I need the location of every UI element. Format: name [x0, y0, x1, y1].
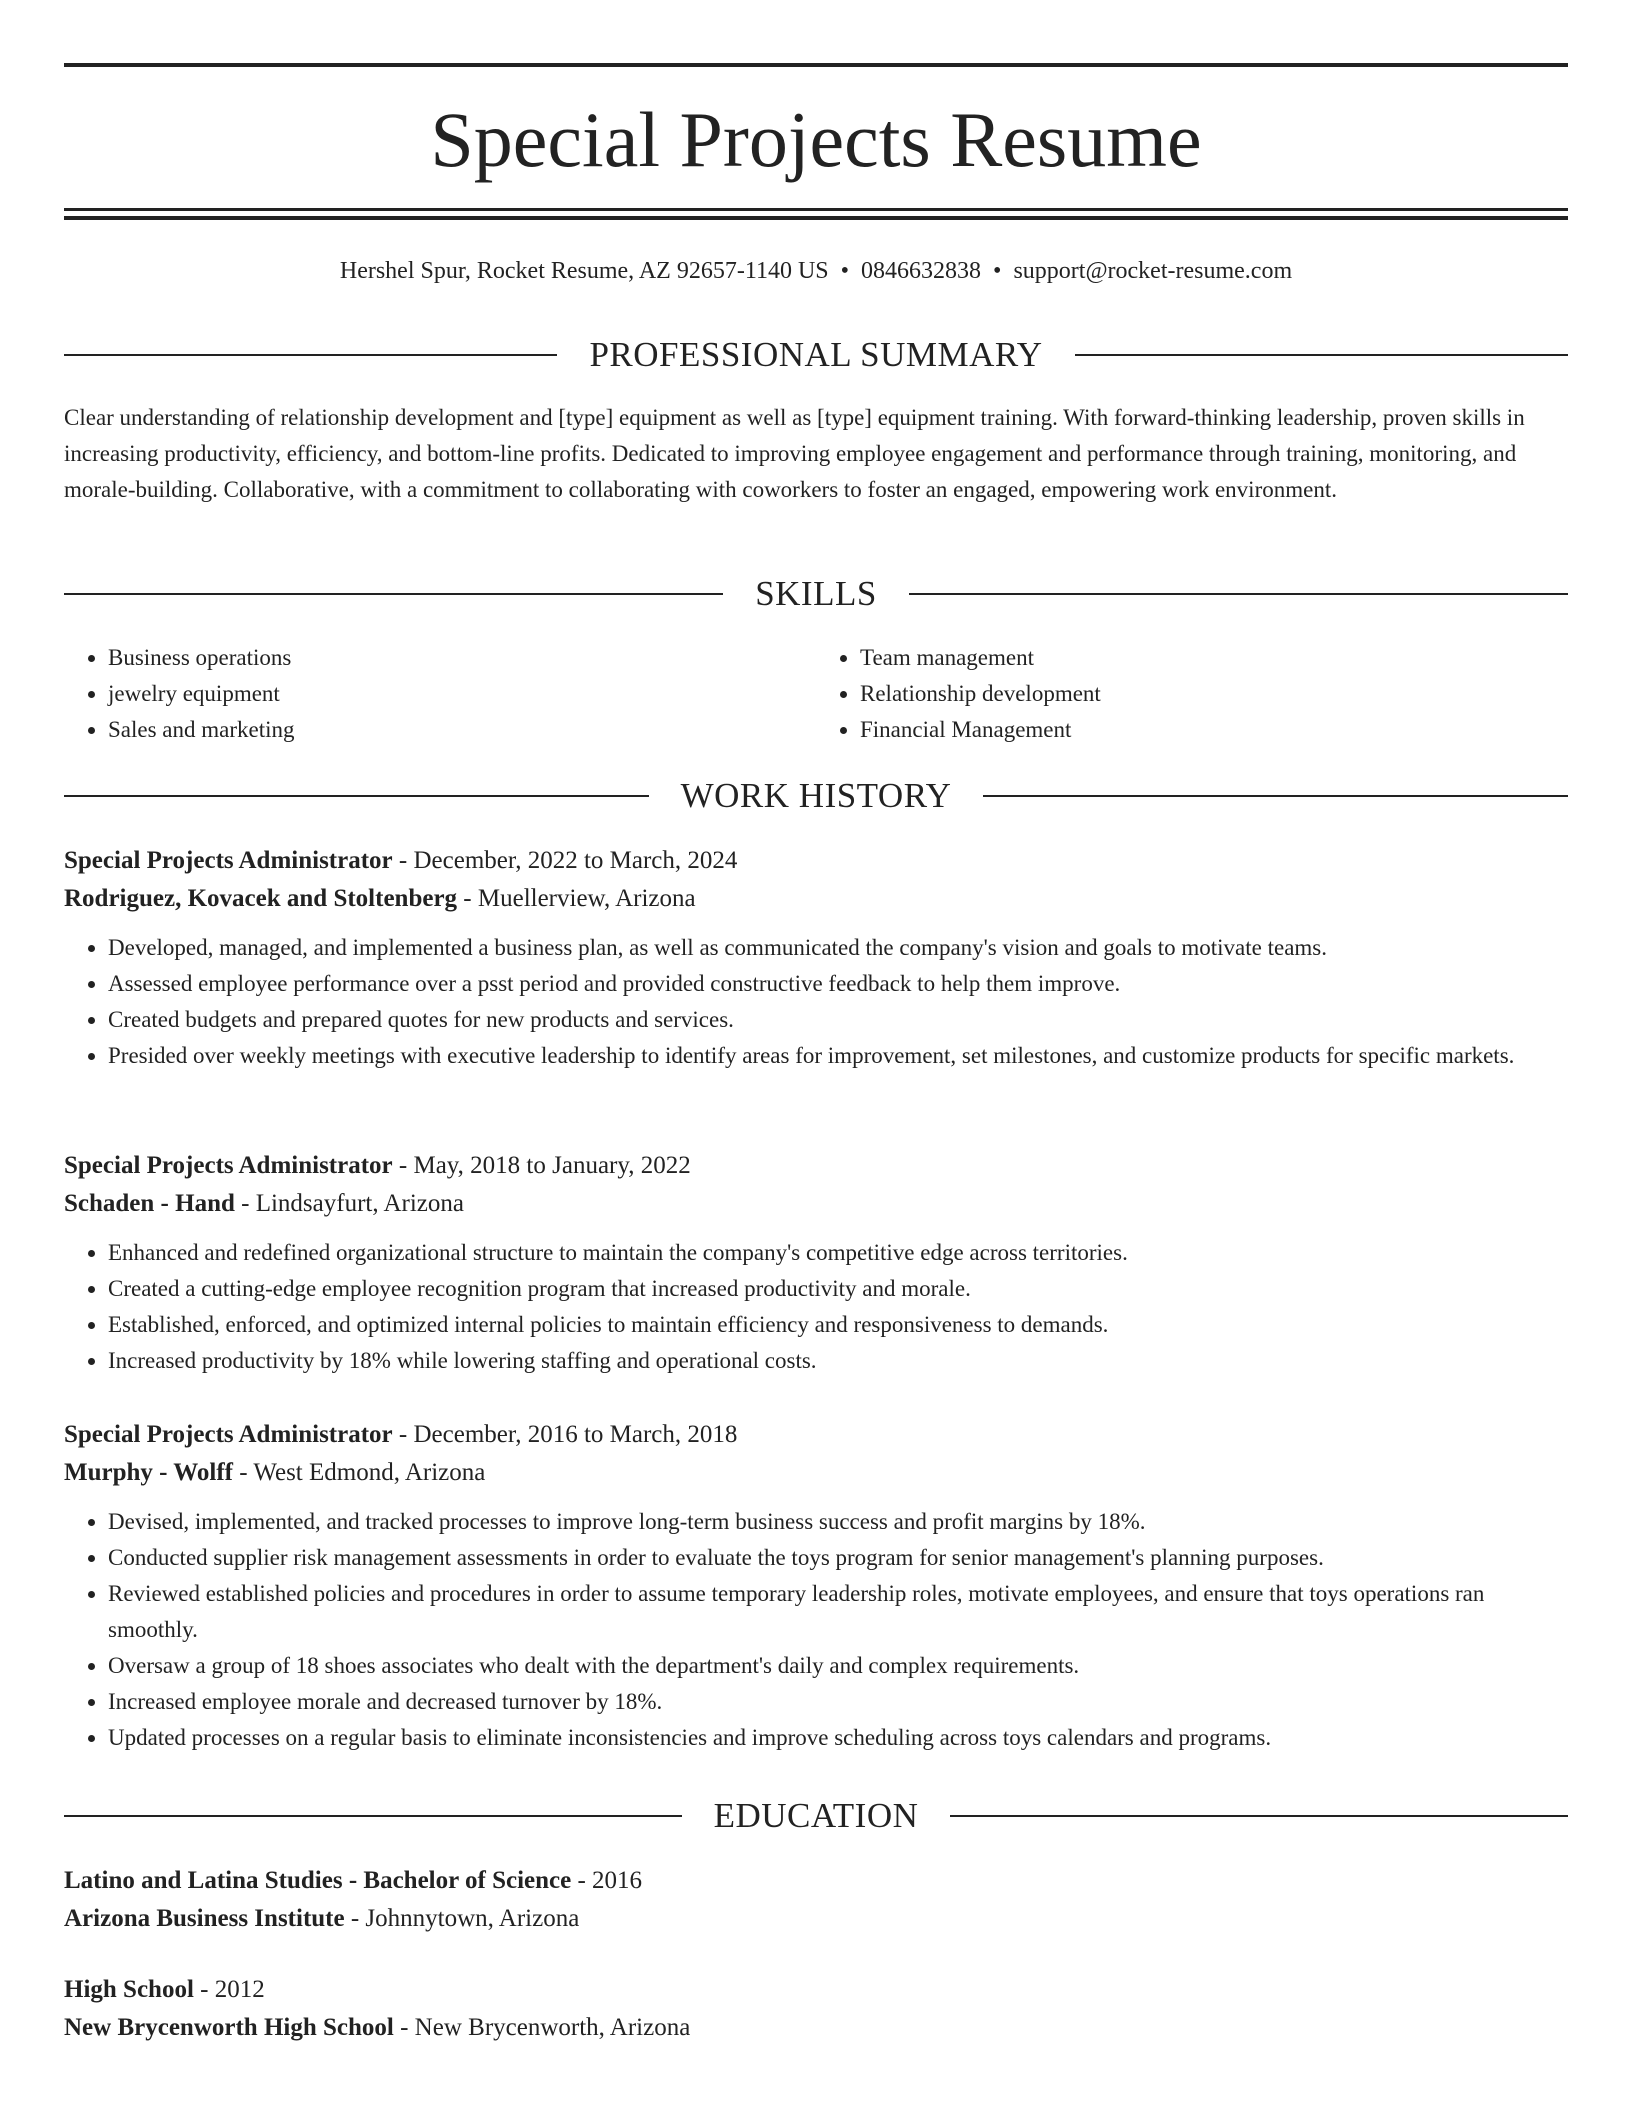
skill-item: • Business operations: [108, 640, 816, 676]
education-school-line: [64, 1900, 1568, 1938]
job-bullet: • Updated processes on a regular basis to eliminate inconsistencies and improve scheduling across toys calendars and programs.: [108, 1720, 1568, 1756]
job-bullet: • Increased productivity by 18% while lowering staffing and operational costs.: [108, 1343, 1568, 1379]
contact-email[interactable]: support@rocket-resume.com: [1013, 258, 1293, 284]
job-company-line: [64, 1454, 1568, 1492]
skill-item: • jewelry equipment: [108, 676, 816, 712]
job-title-line: [64, 1147, 1568, 1185]
education-heading-label: EDUCATION: [713, 1796, 919, 1835]
job-bullet: • Conducted supplier risk management assessments in order to evaluate the toys program for senior management's planning purposes.: [108, 1540, 1568, 1576]
summary-heading: [64, 335, 1568, 375]
education-school: New Brycenworth High School: [64, 2014, 394, 2041]
contact-line: [64, 256, 1568, 286]
summary-text: Clear understanding of relationship development and [type] equipment as well as [type] equipment training. With forward-thinking leadership, proven skills in increasing productivity, efficiency, and bottom-line profits. Dedicated to improving employee engagement and performance through training, monitoring, and morale-building. Collaborative, with a commitment to collaborating with coworkers to foster an engaged, empowering work environment.: [64, 405, 1525, 502]
resume-title: Special Projects Resume: [430, 96, 1202, 183]
education-degree-line: [64, 1971, 1568, 2009]
skill-item: • Relationship development: [860, 676, 1568, 712]
job-bullet: • Enhanced and redefined organizational structure to maintain the company's competitive edge across territories.: [108, 1235, 1568, 1271]
job-dates: - May, 2018 to January, 2022: [392, 1152, 691, 1179]
job-title-line: [64, 1416, 1568, 1454]
job-title-line: [64, 842, 1568, 880]
job-location: - Lindsayfurt, Arizona: [234, 1190, 464, 1217]
job-bullet: • Developed, managed, and implemented a business plan, as well as communicated the company's vision and goals to motivate teams.: [108, 930, 1568, 966]
job-company: Schaden - Hand: [64, 1190, 235, 1217]
job-bullet: • Devised, implemented, and tracked processes to improve long-term business success and profit margins by 18%.: [108, 1504, 1568, 1540]
job-title: Special Projects Administrator: [64, 1421, 393, 1448]
work-heading: [64, 776, 1568, 816]
job-bullet: • Assessed employee performance over a psst period and provided constructive feedback to help them improve.: [108, 966, 1568, 1002]
education-entry-1: [64, 1862, 1568, 1938]
job-company-line: [64, 880, 1568, 918]
contact-separator: •: [993, 258, 1002, 284]
skills-list: [64, 640, 1568, 748]
heading-rule-left: [64, 354, 557, 356]
job-dates: - December, 2016 to March, 2018: [392, 1421, 738, 1448]
education-location: - New Brycenworth, Arizona: [393, 2014, 691, 2041]
heading-rule-left: [64, 1815, 682, 1817]
skill-item: • Financial Management: [860, 712, 1568, 748]
heading-rule-right: [950, 1815, 1568, 1817]
job-entry-1: [64, 842, 1568, 1074]
job-bullet: • Created budgets and prepared quotes for new products and services.: [108, 1002, 1568, 1038]
education-year: - 2012: [193, 1976, 265, 2003]
job-location: - Muellerview, Arizona: [457, 885, 696, 912]
job-bullet: • Presided over weekly meetings with executive leadership to identify areas for improvement, set milestones, and customize products for specific markets.: [108, 1038, 1568, 1074]
job-entry-2: [64, 1147, 1568, 1379]
skills-column-left: [64, 640, 816, 748]
job-company: Murphy - Wolff: [64, 1459, 233, 1486]
job-location: - West Edmond, Arizona: [233, 1459, 486, 1486]
summary-heading-label: PROFESSIONAL SUMMARY: [589, 335, 1043, 374]
contact-phone: 0846632838: [861, 258, 982, 284]
job-entry-3: [64, 1416, 1568, 1756]
education-heading: [64, 1796, 1568, 1836]
job-bullet: • Established, enforced, and optimized internal policies to maintain efficiency and responsiveness to demands.: [108, 1307, 1568, 1343]
job-bullets: [64, 1235, 1568, 1379]
title-double-rule: [64, 208, 1568, 220]
skill-item: • Team management: [860, 640, 1568, 676]
job-bullets: [64, 1504, 1568, 1756]
heading-rule-left: [64, 795, 649, 797]
education-school: Arizona Business Institute: [64, 1905, 345, 1932]
education-entry-2: [64, 1971, 1568, 2047]
work-heading-label: WORK HISTORY: [680, 776, 952, 815]
skill-item: • Sales and marketing: [108, 712, 816, 748]
job-title: Special Projects Administrator: [64, 1152, 393, 1179]
heading-rule-right: [909, 593, 1568, 595]
skills-column-right: [816, 640, 1568, 748]
education-degree: Latino and Latina Studies - Bachelor of Science: [64, 1867, 572, 1894]
skills-heading: [64, 574, 1568, 614]
job-bullets: [64, 930, 1568, 1074]
skills-heading-label: SKILLS: [755, 574, 877, 613]
job-dates: - December, 2022 to March, 2024: [392, 847, 738, 874]
job-bullet: • Increased employee morale and decreased turnover by 18%.: [108, 1684, 1568, 1720]
contact-address: Hershel Spur, Rocket Resume, AZ 92657-1140 US: [339, 258, 829, 284]
job-bullet: • Oversaw a group of 18 shoes associates who dealt with the department's daily and complex requirements.: [108, 1648, 1568, 1684]
education-school-line: [64, 2009, 1568, 2047]
top-rule: [64, 63, 1568, 67]
contact-separator: •: [840, 258, 850, 284]
job-bullet: • Created a cutting-edge employee recognition program that increased productivity and morale.: [108, 1271, 1568, 1307]
education-degree-line: [64, 1862, 1568, 1900]
heading-rule-right: [1075, 354, 1568, 356]
job-company-line: [64, 1185, 1568, 1223]
job-company: Rodriguez, Kovacek and Stoltenberg: [64, 885, 458, 912]
heading-rule-left: [64, 593, 723, 595]
job-title: Special Projects Administrator: [64, 847, 393, 874]
education-degree: High School: [64, 1976, 194, 2003]
heading-rule-right: [983, 795, 1568, 797]
education-location: - Johnnytown, Arizona: [344, 1905, 580, 1932]
education-year: - 2016: [571, 1867, 643, 1894]
job-bullet: • Reviewed established policies and procedures in order to assume temporary leadership roles, motivate employees, and ensure that toys operations ran smoothly.: [108, 1576, 1568, 1648]
